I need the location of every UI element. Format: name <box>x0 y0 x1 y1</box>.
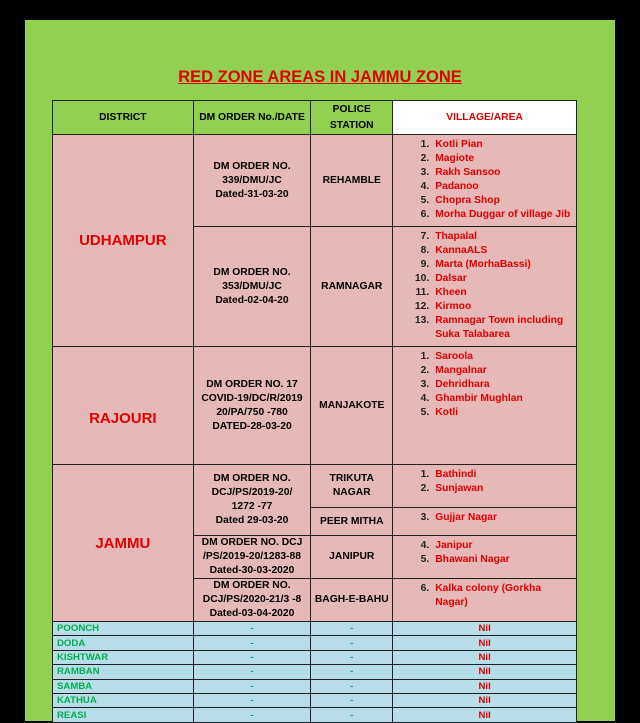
village-number: 3. <box>420 167 430 178</box>
district-cell: POONCH <box>53 622 194 636</box>
village-number: 1. <box>420 139 430 150</box>
village-item <box>393 194 576 208</box>
village-item <box>393 482 576 496</box>
village-name: Rakh Sansoo <box>435 167 501 178</box>
nil-districts <box>53 622 577 723</box>
village-name: Kheen <box>435 287 467 298</box>
village-list-cell <box>393 347 577 465</box>
table-row <box>53 679 577 693</box>
village-number: 2. <box>420 365 430 376</box>
village-item <box>393 286 576 300</box>
district-cell: KISHTWAR <box>53 650 194 664</box>
village-item <box>393 582 576 610</box>
dm-order-cell: - <box>193 622 311 636</box>
village-name: Ramnagar Town including Suka Talabarea <box>435 315 564 340</box>
village-list-cell <box>393 536 577 579</box>
village-name: Bathindi <box>435 469 477 480</box>
document-sheet <box>25 20 615 721</box>
village-item <box>393 406 576 420</box>
village-name: Kirmoo <box>435 301 472 312</box>
district-cell: SAMBA <box>53 679 194 693</box>
dm-order-cell: - <box>193 665 311 679</box>
dm-order-cell: - <box>193 679 311 693</box>
village-number: 5. <box>420 407 430 418</box>
police-station-cell: - <box>311 622 393 636</box>
village-item <box>393 180 576 194</box>
village-list-cell <box>393 135 577 227</box>
village-item <box>393 300 576 314</box>
village-number: 12. <box>414 301 430 312</box>
village-item <box>393 244 576 258</box>
village-name: Thapalal <box>435 231 477 242</box>
village-name: Chopra Shop <box>435 195 500 206</box>
police-station-cell: - <box>311 679 393 693</box>
village-item <box>393 392 576 406</box>
village-item <box>393 208 576 222</box>
village-name: Ghambir Mughlan <box>435 393 523 404</box>
village-list-cell <box>393 579 577 622</box>
village-number: 13. <box>414 315 430 326</box>
village-number: 3. <box>420 379 430 390</box>
police-station-cell: - <box>311 708 393 722</box>
police-station-cell: MANJAKOTE <box>311 347 393 465</box>
village-name: Padanoo <box>435 181 479 192</box>
village-item <box>393 272 576 286</box>
village-item <box>393 468 576 482</box>
table-row <box>53 693 577 707</box>
police-station-cell: - <box>311 665 393 679</box>
district-cell: RAMBAN <box>53 665 194 679</box>
header-row <box>53 101 577 135</box>
police-station-cell: BAGH-E-BAHU <box>311 579 393 622</box>
village-item <box>393 152 576 166</box>
village-number: 8. <box>420 245 430 256</box>
village-item <box>393 138 576 152</box>
village-cell: Nil <box>393 650 577 664</box>
village-name: KannaALS <box>435 245 488 256</box>
village-name: Kotli <box>435 407 459 418</box>
header-district: DISTRICT <box>53 101 194 135</box>
table-row <box>53 465 577 508</box>
police-station-cell: REHAMBLE <box>311 135 393 227</box>
village-name: Mangalnar <box>435 365 487 376</box>
village-item <box>393 364 576 378</box>
table-row <box>53 135 577 227</box>
police-station-cell: JANIPUR <box>311 536 393 579</box>
district-cell: RAJOURI <box>53 347 194 465</box>
dm-order-cell: DM ORDER NO. 353/DMU/JC Dated-02-04-20 <box>193 227 311 347</box>
village-item <box>393 166 576 180</box>
village-number: 3. <box>420 512 430 523</box>
village-number: 7. <box>420 231 430 242</box>
village-item <box>393 511 576 525</box>
village-number: 10. <box>414 273 430 284</box>
dm-order-cell: - <box>193 636 311 650</box>
table-row <box>53 708 577 722</box>
village-name: Gujjar Nagar <box>435 512 498 523</box>
district-cell: KATHUA <box>53 693 194 707</box>
district-cell: JAMMU <box>53 465 194 622</box>
village-number: 9. <box>420 259 430 270</box>
village-name: Marta (MorhaBassi) <box>435 259 531 270</box>
table-row <box>53 347 577 465</box>
village-name: Dalsar <box>435 273 467 284</box>
village-number: 6. <box>420 209 430 220</box>
village-name: Kalka colony (Gorkha Nagar) <box>435 583 542 608</box>
village-item <box>393 350 576 364</box>
district-cell: REASI <box>53 708 194 722</box>
village-name: Bhawani Nagar <box>435 554 510 565</box>
village-cell: Nil <box>393 636 577 650</box>
village-number: 5. <box>420 195 430 206</box>
village-number: 4. <box>420 393 430 404</box>
village-cell: Nil <box>393 622 577 636</box>
village-item <box>393 258 576 272</box>
police-station-cell: - <box>311 636 393 650</box>
dm-order-cell: - <box>193 708 311 722</box>
village-item <box>393 553 576 567</box>
village-number: 4. <box>420 181 430 192</box>
village-number: 2. <box>420 483 430 494</box>
village-list-cell <box>393 227 577 347</box>
village-cell: Nil <box>393 665 577 679</box>
village-number: 6. <box>420 583 430 594</box>
village-number: 1. <box>420 469 430 480</box>
dm-order-cell: - <box>193 650 311 664</box>
police-station-cell: PEER MITHA <box>311 508 393 536</box>
header-dm-order: DM ORDER No./DATE <box>193 101 311 135</box>
village-cell: Nil <box>393 708 577 722</box>
police-station-cell: RAMNAGAR <box>311 227 393 347</box>
dm-order-cell: DM ORDER NO. DCJ /PS/2019-20/1283-88 Dated-30-03-2020 <box>193 536 311 579</box>
village-name: Janipur <box>435 540 473 551</box>
police-station-cell: - <box>311 693 393 707</box>
village-name: Sunjawan <box>435 483 484 494</box>
village-name: Saroola <box>435 351 473 362</box>
police-station-cell: - <box>311 650 393 664</box>
red-zone-table <box>52 100 577 723</box>
table-row <box>53 622 577 636</box>
dm-order-cell: DM ORDER NO. DCJ/PS/2019-20/ 1272 -77 Dated 29-03-20 <box>193 465 311 536</box>
village-item <box>393 314 576 342</box>
header-police-station: POLICE STATION <box>311 101 393 135</box>
village-item <box>393 378 576 392</box>
village-name: Morha Duggar of village Jib <box>435 209 571 220</box>
village-name: Dehridhara <box>435 379 490 390</box>
village-list-cell <box>393 508 577 536</box>
village-number: 11. <box>415 287 430 298</box>
page-title: RED ZONE AREAS IN JAMMU ZONE <box>178 68 462 86</box>
village-list-cell <box>393 465 577 508</box>
village-number: 1. <box>420 351 430 362</box>
village-name: Magiote <box>435 153 475 164</box>
dm-order-cell: - <box>193 693 311 707</box>
police-station-cell: TRIKUTA NAGAR <box>311 465 393 508</box>
village-number: 5. <box>420 554 430 565</box>
district-cell: DODA <box>53 636 194 650</box>
table-row <box>53 650 577 664</box>
header-village-area: VILLAGE/AREA <box>393 101 577 135</box>
village-cell: Nil <box>393 679 577 693</box>
village-item <box>393 539 576 553</box>
district-cell: UDHAMPUR <box>53 135 194 347</box>
table-row <box>53 665 577 679</box>
dm-order-cell: DM ORDER NO. DCJ/PS/2020-21/3 -8 Dated-03-04-2020 <box>193 579 311 622</box>
village-number: 2. <box>420 153 430 164</box>
table-row <box>53 636 577 650</box>
village-item <box>393 230 576 244</box>
dm-order-cell: DM ORDER NO. 339/DMU/JC Dated-31-03-20 <box>193 135 311 227</box>
dm-order-cell: DM ORDER NO. 17 COVID-19/DC/R/2019 20/PA/750 -780 DATED-28-03-20 <box>193 347 311 465</box>
village-number: 4. <box>420 540 430 551</box>
village-name: Kotli Pian <box>435 139 483 150</box>
village-cell: Nil <box>393 693 577 707</box>
